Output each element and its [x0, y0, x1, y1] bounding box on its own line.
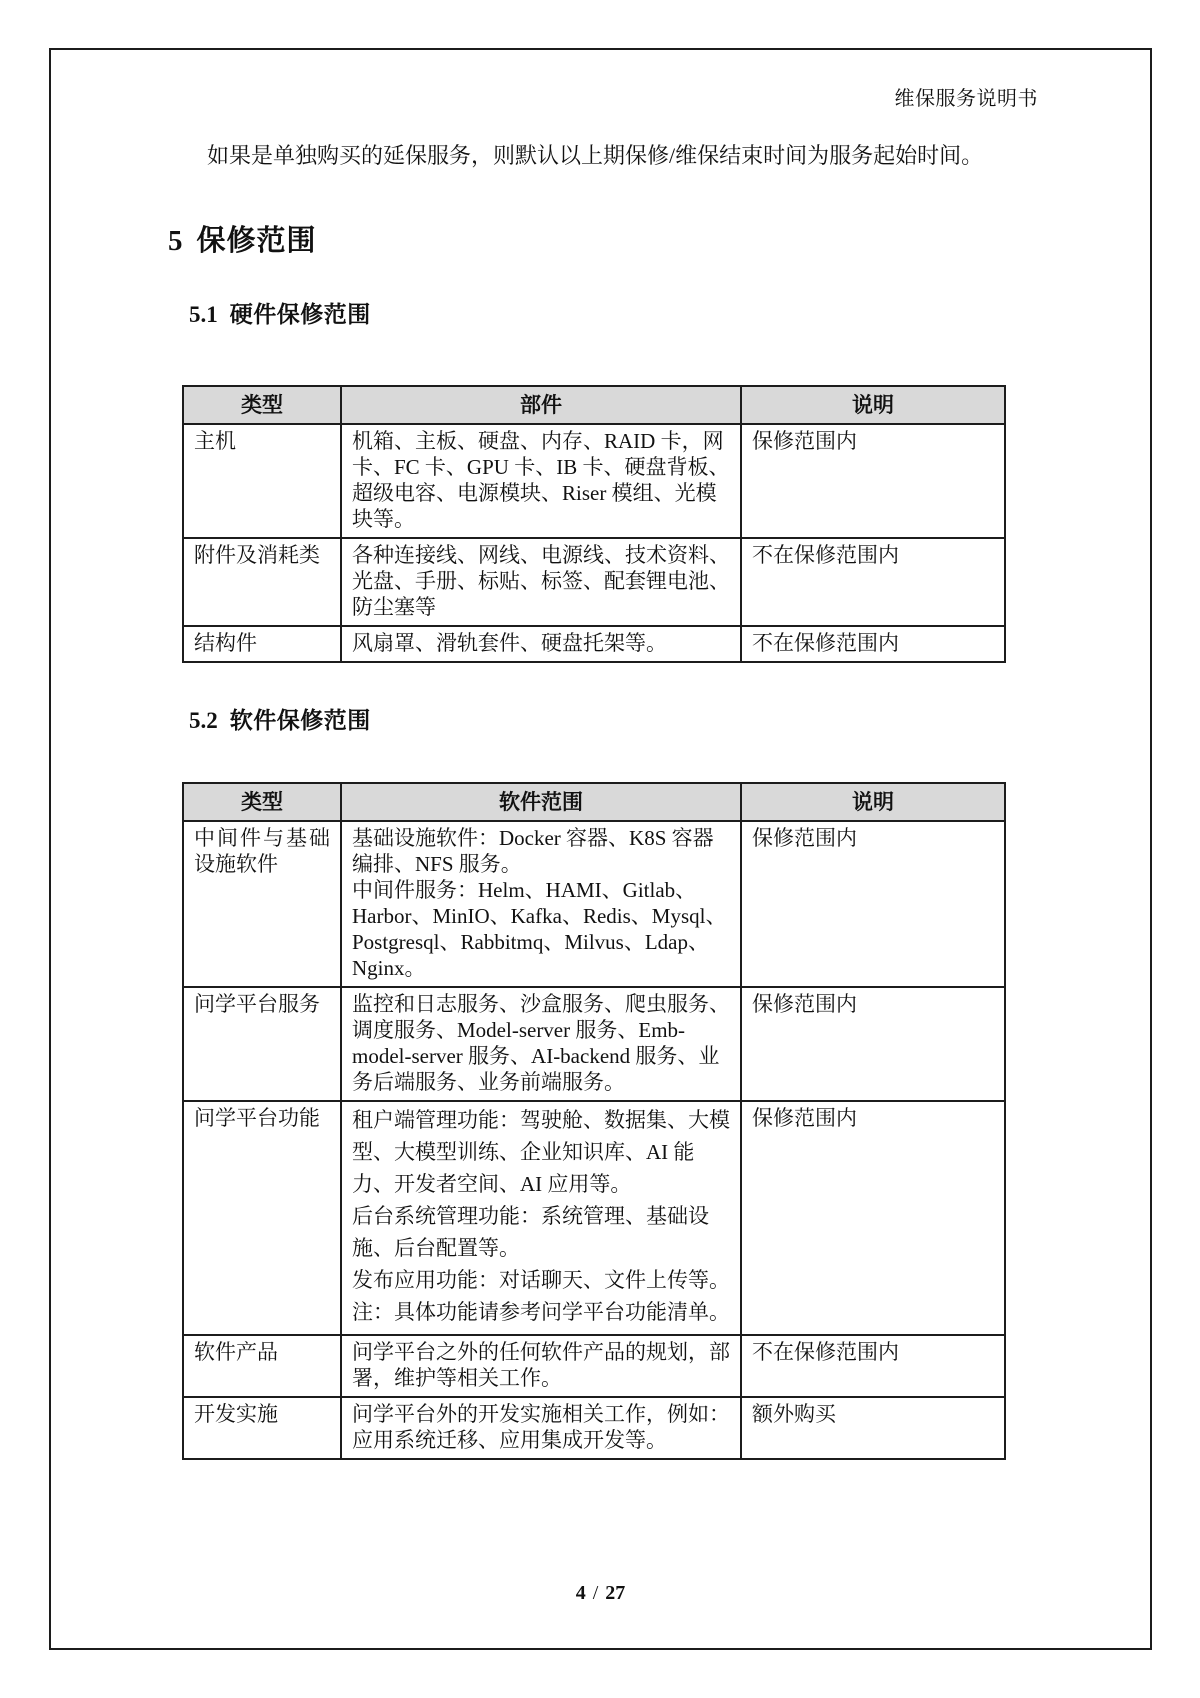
subsection-number-software: 5.2	[189, 708, 218, 733]
section-number: 5	[168, 225, 183, 257]
cell-type: 中间件与基础设施软件	[183, 821, 341, 987]
software-table-header-row	[183, 783, 1005, 821]
subsection-title-hardware: 硬件保修范围	[229, 301, 371, 327]
hardware-warranty-table	[182, 385, 1006, 663]
cell-note: 额外购买	[741, 1397, 1005, 1459]
cell-parts-text: 各种连接线、网线、电源线、技术资料、光盘、手册、标贴、标签、配套锂电池、防尘塞等	[352, 543, 730, 620]
hardware-row-accessories	[183, 538, 1005, 626]
cell-note: 保修范围内	[741, 1101, 1005, 1334]
cell-scope-text: 监控和日志服务、沙盒服务、爬虫服务、调度服务、Model-server 服务、Emb-model-server 服务、AI-backend 服务、业务后端服务、业务前端服务。	[352, 992, 730, 1095]
software-header-scope: 软件范围	[341, 783, 741, 821]
software-header-type: 类型	[183, 783, 341, 821]
cell-parts	[341, 424, 741, 538]
cell-type: 主机	[183, 424, 341, 538]
cell-scope-text: 发布应用功能：对话聊天、文件上传等。	[352, 1267, 730, 1292]
cell-scope-text: 中间件服务：Helm、HAMI、Gitlab、Harbor、MinIO、Kafka、Redis、Mysql、Postgresql、Rabbitmq、Milvus、Ldap、Nginx。	[352, 878, 727, 981]
cell-scope-text: 租户端管理功能：驾驶舱、数据集、大模型、大模型训练、企业知识库、AI 能力、开发者空间、AI 应用等。	[352, 1108, 730, 1197]
cell-scope	[341, 821, 741, 987]
cell-note: 不在保修范围内	[741, 626, 1005, 662]
cell-type: 结构件	[183, 626, 341, 662]
cell-scope-text: 问学平台之外的任何软件产品的规划，部署，维护等相关工作。	[352, 1339, 730, 1390]
cell-type: 问学平台服务	[183, 987, 341, 1101]
cell-scope	[341, 1335, 741, 1397]
document-header-title: 维保服务说明书	[894, 88, 1038, 110]
subsection-number-hardware: 5.1	[189, 302, 218, 327]
cell-note: 保修范围内	[741, 424, 1005, 538]
page-footer	[51, 1582, 1150, 1605]
subsection-heading-software	[189, 702, 371, 735]
cell-parts-text: 机箱、主板、硬盘、内存、RAID 卡，网卡、FC 卡、GPU 卡、IB 卡、硬盘背板、超级电容、电源模块、Riser 模组、光模块等。	[352, 429, 730, 532]
cell-parts-text: 风扇罩、滑轨套件、硬盘托架等。	[352, 631, 667, 656]
cell-type: 问学平台功能	[183, 1101, 341, 1334]
cell-scope-text: 后台系统管理功能：系统管理、基础设施、后台配置等。	[352, 1204, 709, 1260]
hardware-table-header-row	[183, 386, 1005, 424]
cell-scope-text: 注：具体功能请参考问学平台功能清单。	[352, 1299, 730, 1324]
cell-scope-text: 问学平台外的开发实施相关工作，例如：应用系统迁移、应用集成开发等。	[352, 1401, 730, 1452]
section-heading	[168, 218, 317, 259]
footer-separator: /	[592, 1582, 599, 1604]
hardware-header-note: 说明	[741, 386, 1005, 424]
page-border	[49, 48, 1152, 1650]
footer-total-pages: 27	[605, 1582, 626, 1604]
software-row-platform-services	[183, 987, 1005, 1101]
cell-type: 附件及消耗类	[183, 538, 341, 626]
software-warranty-table	[182, 782, 1006, 1460]
hardware-header-parts: 部件	[341, 386, 741, 424]
cell-type: 软件产品	[183, 1335, 341, 1397]
software-header-note: 说明	[741, 783, 1005, 821]
intro-paragraph: 如果是单独购买的延保服务，则默认以上期保修/维保结束时间为服务起始时间。	[207, 143, 984, 168]
software-row-development	[183, 1397, 1005, 1459]
cell-scope	[341, 1101, 741, 1334]
section-title: 保修范围	[196, 225, 317, 257]
cell-scope-text: 基础设施软件：Docker 容器、K8S 容器编排、NFS 服务。	[352, 826, 714, 877]
software-row-software-products	[183, 1335, 1005, 1397]
cell-note: 保修范围内	[741, 987, 1005, 1101]
cell-note: 不在保修范围内	[741, 538, 1005, 626]
cell-note: 不在保修范围内	[741, 1335, 1005, 1397]
hardware-row-host	[183, 424, 1005, 538]
footer-page-number: 4	[575, 1582, 586, 1604]
cell-parts	[341, 538, 741, 626]
cell-parts	[341, 626, 741, 662]
software-row-platform-features	[183, 1101, 1005, 1334]
software-row-middleware	[183, 821, 1005, 987]
hardware-header-type: 类型	[183, 386, 341, 424]
subsection-title-software: 软件保修范围	[229, 707, 371, 733]
cell-scope	[341, 1397, 741, 1459]
subsection-heading-hardware	[189, 296, 371, 329]
cell-scope	[341, 987, 741, 1101]
cell-type: 开发实施	[183, 1397, 341, 1459]
cell-note: 保修范围内	[741, 821, 1005, 987]
hardware-row-structural	[183, 626, 1005, 662]
